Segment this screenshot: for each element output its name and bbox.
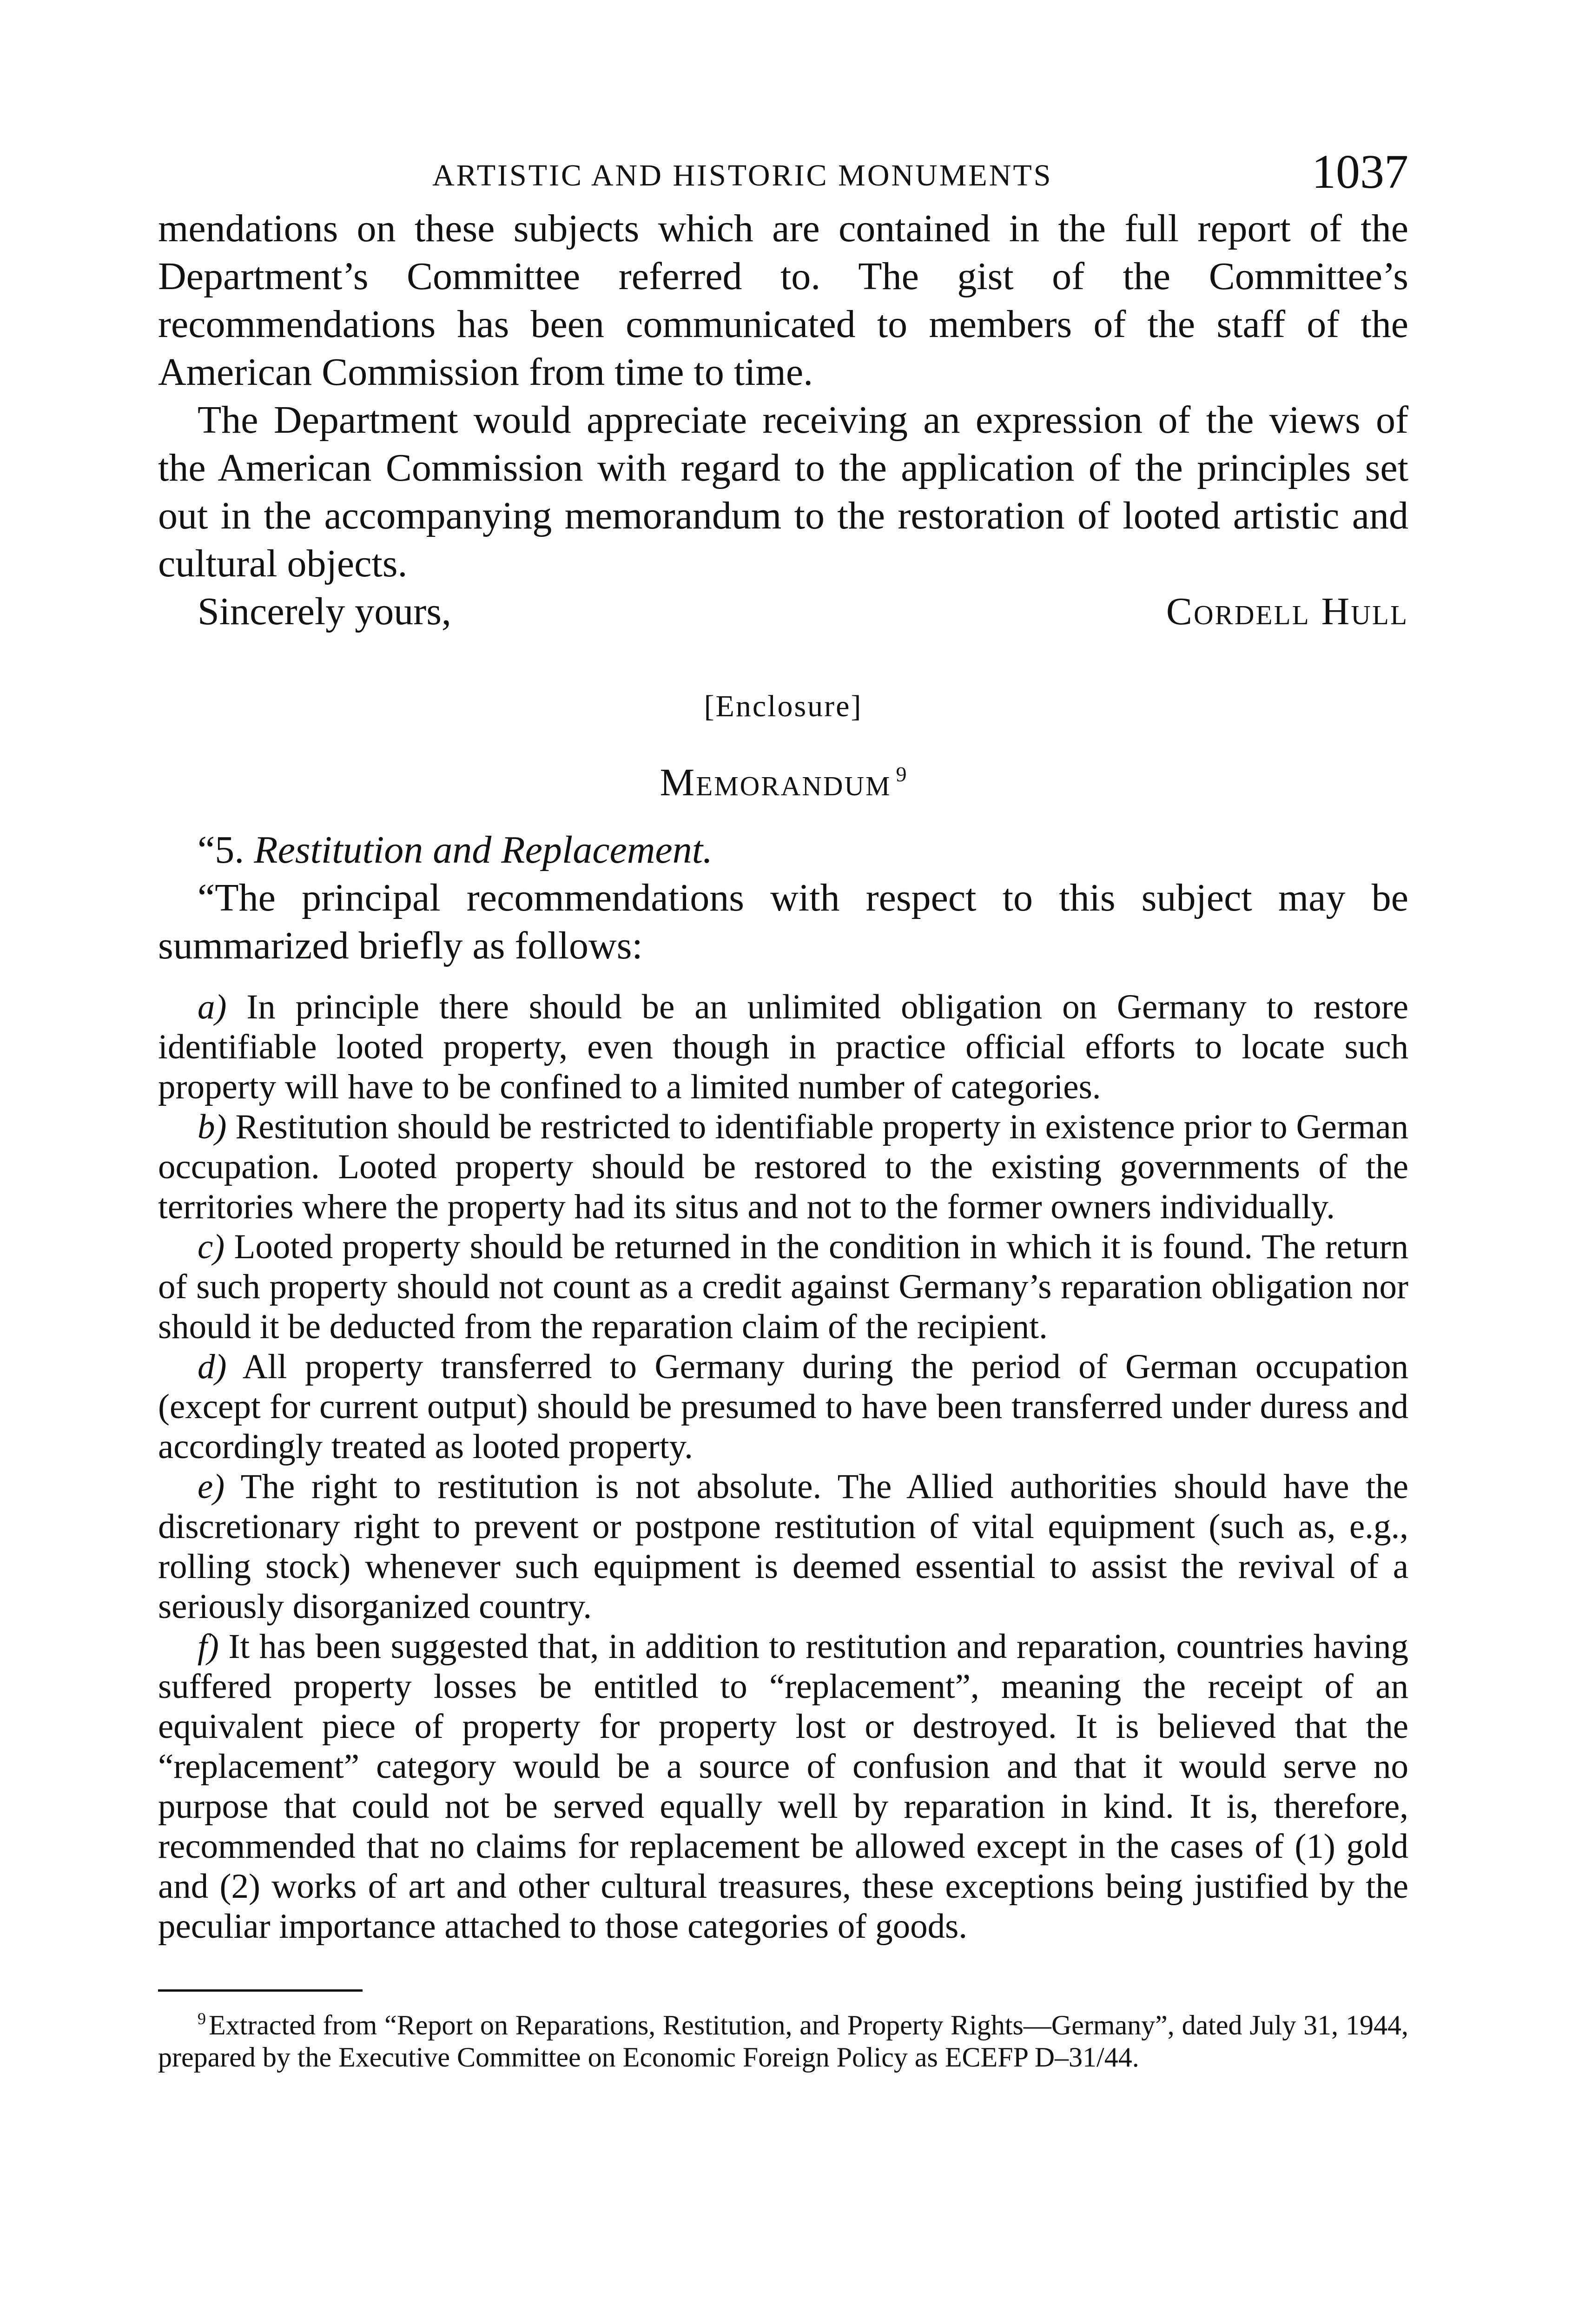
footnote-reference: 9 — [896, 762, 907, 786]
item-text: The right to restitution is not absolute. The Allied authorities should have the discretionary right to prevent or postpone restitution of vital equipment (such as, e.g., rolling stock) whenever such equipment is deemed essential to assist the revival of a seriously disorganized country. — [158, 1467, 1408, 1626]
item-letter: d) — [198, 1347, 227, 1386]
memorandum-heading: Memorandum — [660, 761, 892, 804]
document-page — [158, 139, 1408, 2073]
enclosure-label: [Enclosure] — [704, 689, 863, 723]
running-head: ARTISTIC AND HISTORIC MONUMENTS — [432, 158, 1053, 192]
recommendation-item — [158, 1467, 1408, 1627]
recommendations-list — [158, 987, 1408, 1947]
letter-paragraph-1: mendations on these subjects which are contained in the full report of the Department’s Committee referred to. The gist of the Committee’s recommendations has been communicated to members of the staff of the American Commission from time to time. — [158, 207, 1408, 394]
recommendation-item — [158, 987, 1408, 1107]
item-letter: a) — [198, 988, 227, 1026]
item-text: Restitution should be restricted to identifiable property in existence prior to German occupation. Looted property should be restored to the existing governments of the territories where the property had its situs and not to the former owners individually. — [158, 1108, 1409, 1226]
complimentary-close: Sincerely yours, — [198, 590, 451, 633]
item-text: Looted property should be returned in the condition in which it is found. The return of such property should not count as a credit against Germany’s reparation obligation nor should it be deducted from the reparation claim of the recipient. — [158, 1228, 1408, 1346]
recommendation-item — [158, 1627, 1408, 1947]
footnote-text: Extracted from “Report on Reparations, Restitution, and Property Rights—Germany”, dated July 31, 1944, prepared by the Executive Committee on Economic Foreign Policy as ECEFP D–31/44. — [158, 2010, 1408, 2073]
item-letter: c) — [198, 1228, 225, 1266]
footnote-mark: 9 — [198, 2009, 206, 2028]
item-text: In principle there should be an unlimited obligation on Germany to restore identifiable looted property, even though in practice official efforts to locate such property will have to be confined to a limited number of categories. — [158, 988, 1408, 1106]
signature: Cordell Hull — [1166, 590, 1408, 633]
item-text: All property transferred to Germany during the period of German occupation (except for current output) should be presumed to have been transferred under duress and accordingly treated as looted property. — [158, 1347, 1408, 1466]
item-letter: f) — [198, 1627, 219, 1666]
item-letter: b) — [198, 1108, 227, 1146]
page-number: 1037 — [1312, 145, 1408, 198]
letter-closing — [158, 588, 1408, 635]
item-letter: e) — [198, 1467, 225, 1506]
letter-body — [158, 205, 1408, 588]
recommendation-item — [158, 1347, 1408, 1467]
recommendation-item — [158, 1107, 1408, 1227]
section-title: Restitution and Replacement. — [254, 828, 713, 872]
footnote-divider — [158, 1989, 363, 1992]
memorandum-title — [158, 749, 1408, 808]
item-text: It has been suggested that, in addition to restitution and reparation, countries having suffered property losses be entitled to “replacement”, meaning the receipt of an equivalent piece of property for property lost or destroyed. It is believed that the “replacement” category would be a source of confusion and that it would serve no purpose that could not be served equally well by reparation in kind. It is, therefore, recommended that no claims for replacement be allowed except in the cases of (1) gold and (2) works of art and other cultural treasures, these exceptions being justified by the peculiar importance attached to those categories of goods. — [158, 1627, 1408, 1946]
footnote — [158, 2003, 1408, 2073]
section-intro: “The principal recommendations with respect to this subject may be summarized briefly as follows: — [158, 876, 1408, 967]
page-header — [158, 139, 1408, 205]
recommendation-item — [158, 1227, 1408, 1347]
section-number: “5. — [198, 828, 244, 872]
section-heading — [158, 826, 1408, 874]
letter-paragraph-2: The Department would appreciate receiving an expression of the views of the American Commission with regard to the application of the principles set out in the accompanying memorandum to the restoration of looted artistic and cultural objects. — [158, 398, 1408, 585]
